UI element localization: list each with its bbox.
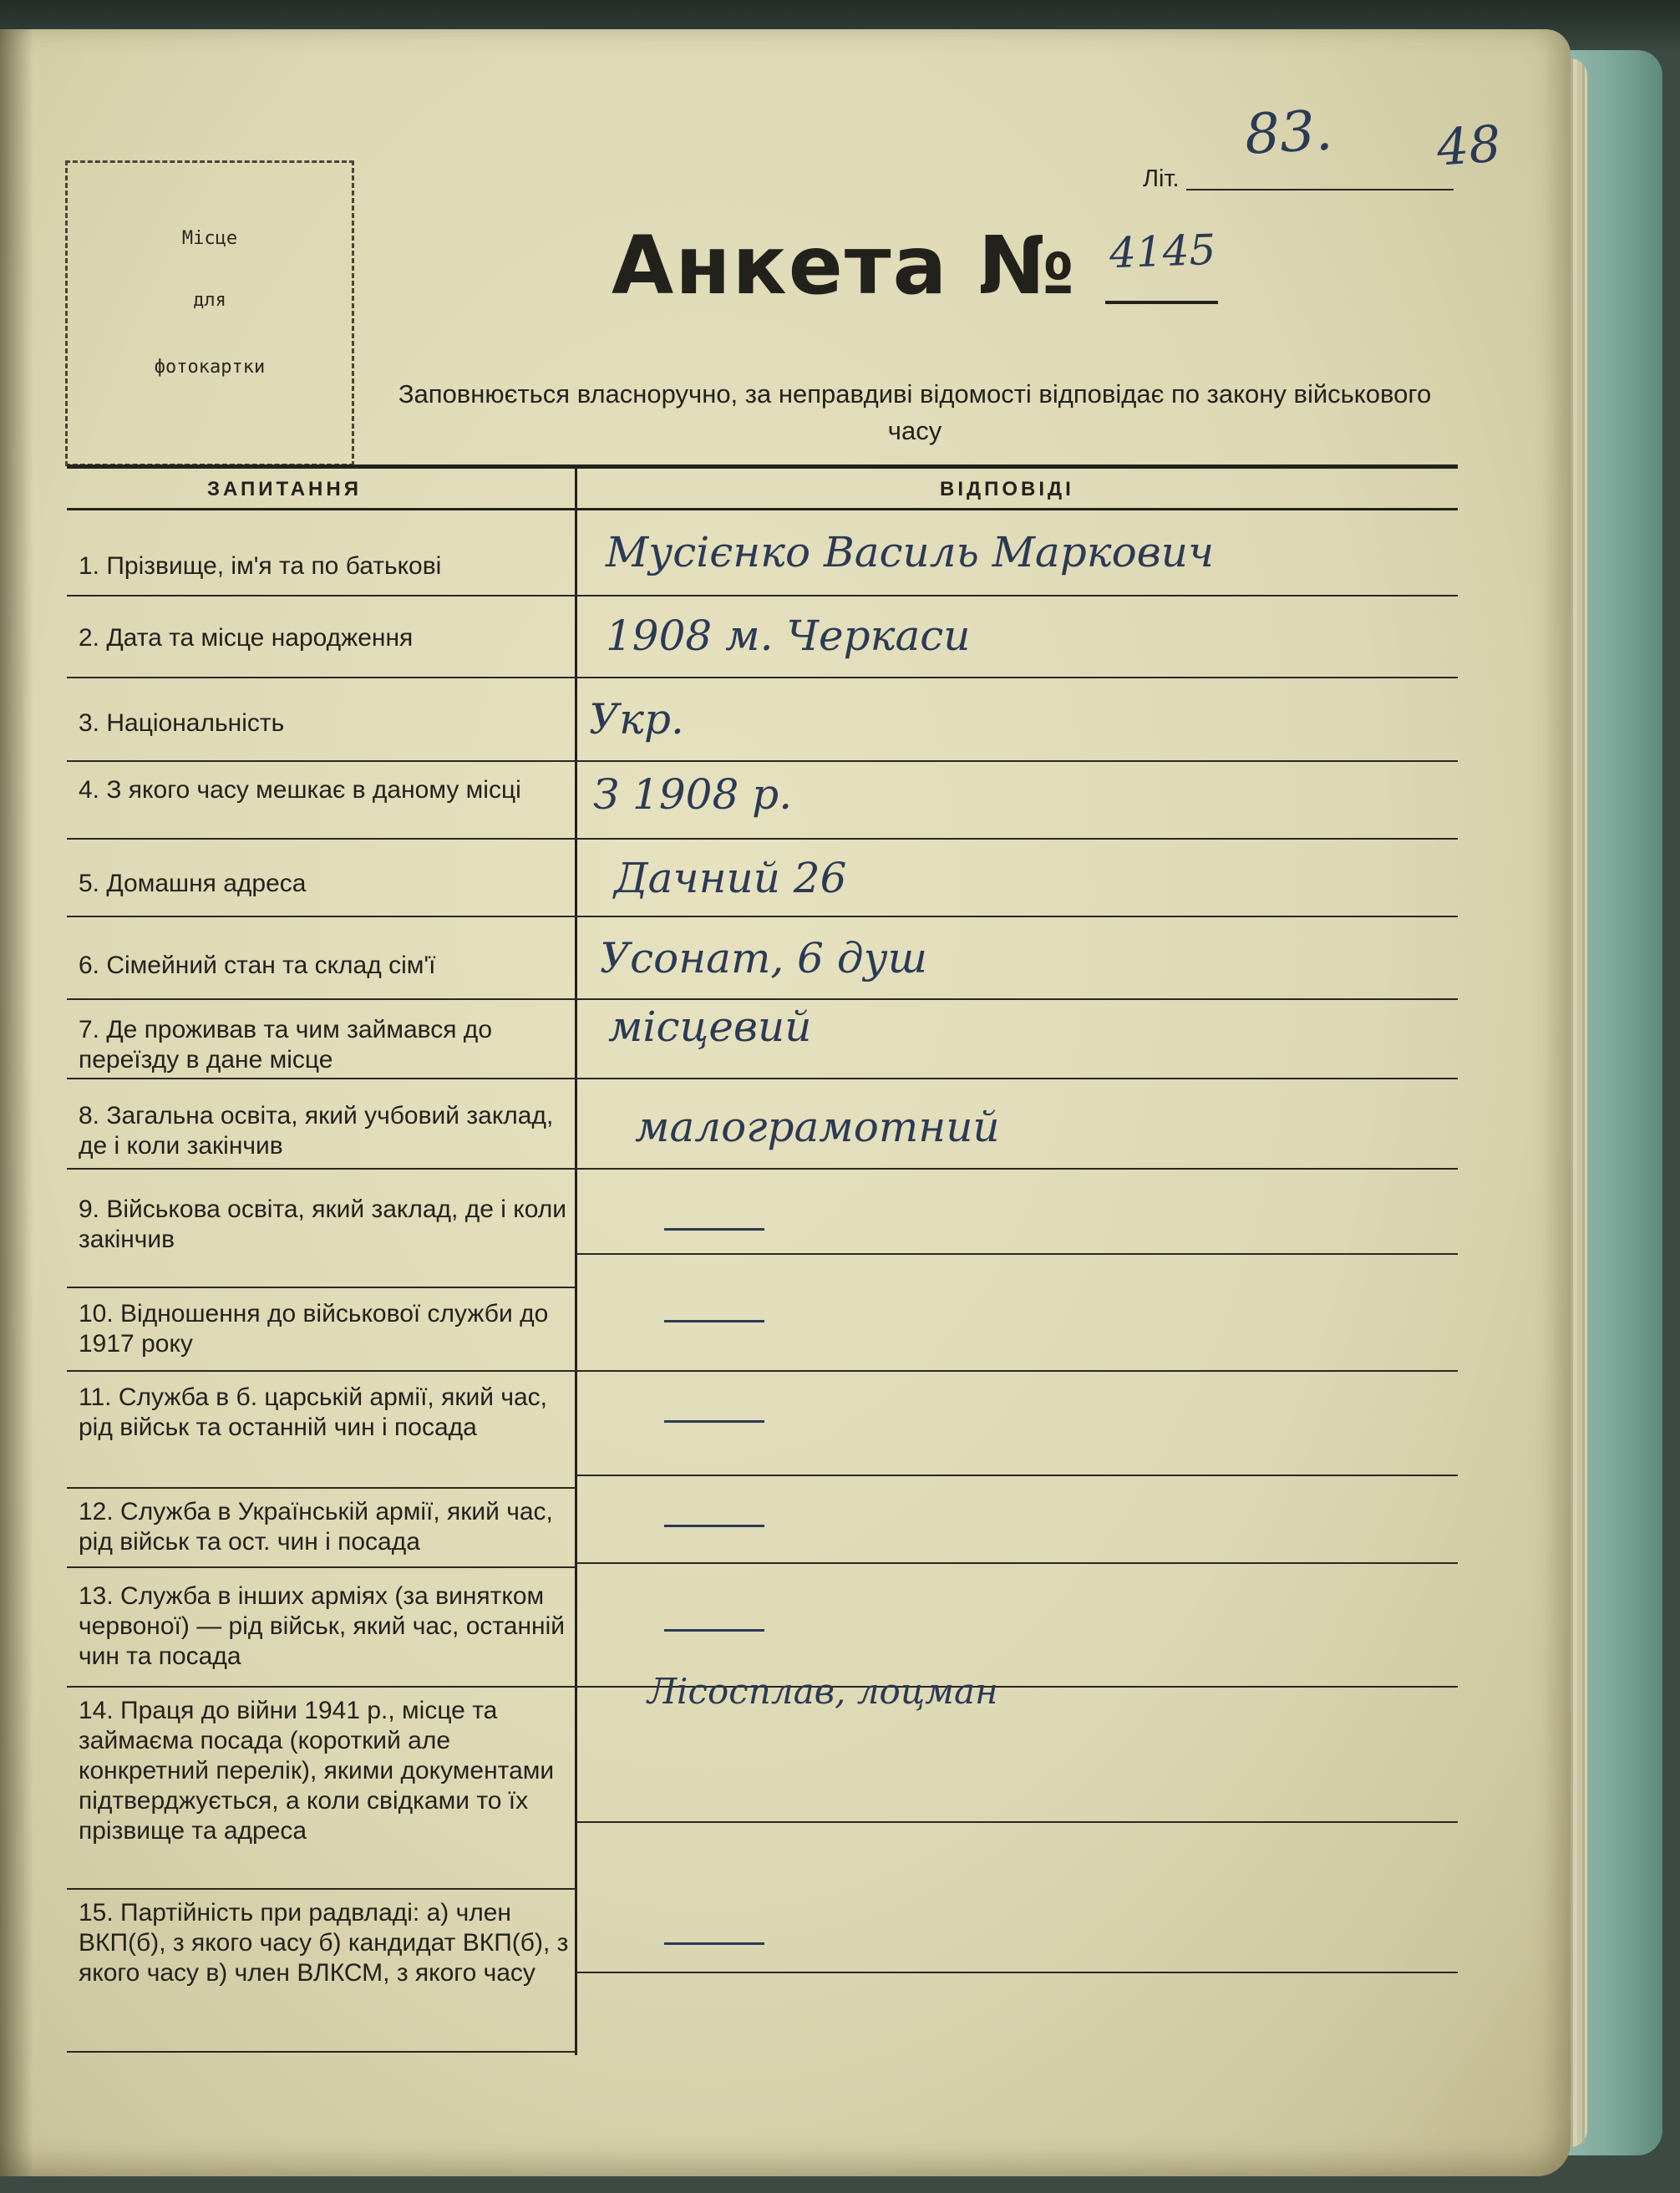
question-4: 4. З якого часу мешкає в даному місці: [79, 776, 521, 804]
lit-value: 83.: [1243, 98, 1334, 167]
answer-13-dash: [664, 1629, 764, 1632]
form-number: 4145: [1109, 225, 1217, 278]
answer-line-12: [576, 1562, 1458, 1564]
answer-4: З 1908 р.: [593, 770, 793, 819]
question-14: 14. Праця до війни 1941 р., місце та займаєма посада (короткий але конкретний перелік), якими документами підтверджується, а коли свідками то їх прізвище та адреса: [79, 1697, 555, 1845]
row-divider-4: [67, 838, 576, 840]
row-divider-1: [67, 595, 576, 596]
row-divider-2: [67, 677, 576, 678]
answer-12-dash: [664, 1525, 764, 1527]
row-divider-11: [67, 1487, 576, 1489]
answer-line-8: [576, 1168, 1458, 1170]
answer-line-1: [576, 595, 1458, 596]
question-11: 11. Служба в б. царській армії, який час, рід військ та останній чин і посада: [79, 1383, 547, 1441]
row-divider-5: [67, 916, 576, 917]
question-10: 10. Відношення до військової служби до 1917 року: [79, 1300, 549, 1358]
answer-line-10: [576, 1370, 1458, 1372]
answer-10-dash: [664, 1320, 764, 1322]
lit-value-2: 48: [1434, 114, 1503, 178]
answer-line-2: [576, 677, 1458, 678]
answer-line-4: [576, 838, 1458, 840]
row-divider-8: [67, 1168, 576, 1170]
question-13: 13. Служба в інших арміях (за винятком червоної) — рід військ, який час, останній чин та посада: [79, 1582, 566, 1670]
photo-placeholder-box: [65, 160, 354, 466]
photo-placeholder-line-1: Місце: [181, 228, 238, 249]
question-7: 7. Де проживав та чим займався до переїзду в дане місце: [79, 1016, 492, 1074]
answer-5: Дачний 26: [614, 854, 847, 902]
row-divider-7: [67, 1078, 576, 1079]
table-top-rule: [67, 464, 1458, 469]
answer-9-dash: [664, 1228, 764, 1231]
answer-line-11: [576, 1475, 1458, 1476]
answer-15-dash: [664, 1942, 764, 1945]
row-divider-10: [67, 1370, 576, 1372]
answer-line-7: [576, 1078, 1458, 1079]
question-8: 8. Загальна освіта, який учбовий заклад, де і коли закінчив: [79, 1102, 554, 1160]
row-divider-15: [67, 2051, 576, 2053]
answer-8: малограмотний: [635, 1103, 1000, 1151]
question-5: 5. Домашня адреса: [79, 870, 307, 897]
row-divider-12: [67, 1566, 576, 1568]
lit-label: Літ.: [1143, 165, 1180, 192]
answer-line-3: [576, 760, 1458, 762]
answer-1: Мусієнко Василь Маркович: [606, 528, 1215, 576]
question-15: 15. Партійність при радвладі: а) член ВКП(б), з якого часу б) кандидат ВКП(б), з якого часу в) член ВЛКСМ, з якого часу: [79, 1899, 569, 1987]
question-1: 1. Прізвище, ім'я та по батькові: [79, 552, 442, 580]
row-divider-3: [67, 760, 576, 762]
answer-6: Усонат, 6 душ: [600, 934, 927, 982]
column-header-answers: ВІДПОВІДІ: [940, 478, 1074, 500]
answer-line-5: [576, 916, 1458, 917]
form-title: Анкета №: [612, 219, 1077, 312]
row-divider-13: [67, 1686, 576, 1688]
question-3: 3. Національність: [79, 709, 285, 737]
row-divider-6: [67, 998, 576, 1000]
table-header-rule: [67, 508, 1458, 510]
answer-14: Лісосплав, лоцман: [647, 1671, 998, 1712]
question-2: 2. Дата та місце народження: [79, 624, 414, 652]
answer-line-15: [576, 1972, 1458, 1973]
answer-3: Укр.: [589, 695, 684, 744]
question-12: 12. Служба в Українській армії, який час, рід військ та ост. чин і посада: [79, 1498, 553, 1556]
form-subtitle: Заповнюється власноручно, за неправдиві відомості відповідає по закону військового часу: [398, 379, 1432, 445]
binding-shadow: [0, 29, 33, 2176]
column-header-questions: ЗАПИТАННЯ: [207, 478, 362, 500]
lit-underline: [1186, 189, 1454, 190]
answer-2: 1908 м. Черкаси: [606, 612, 971, 660]
answer-7: місцевий: [608, 1003, 812, 1051]
question-6: 6. Сімейний стан та склад сім'ї: [79, 952, 436, 979]
answer-line-6: [576, 998, 1458, 1000]
row-divider-9: [67, 1287, 576, 1288]
answer-line-14: [576, 1821, 1458, 1823]
row-divider-14: [67, 1888, 576, 1890]
photo-placeholder-line-3: фотокартки: [154, 357, 266, 378]
photo-placeholder-line-2: для: [193, 290, 226, 311]
question-9: 9. Військова освіта, який заклад, де і коли закінчив: [79, 1195, 566, 1253]
answer-11-dash: [664, 1420, 764, 1423]
answer-line-9: [576, 1253, 1458, 1255]
form-number-underline: [1105, 301, 1218, 304]
